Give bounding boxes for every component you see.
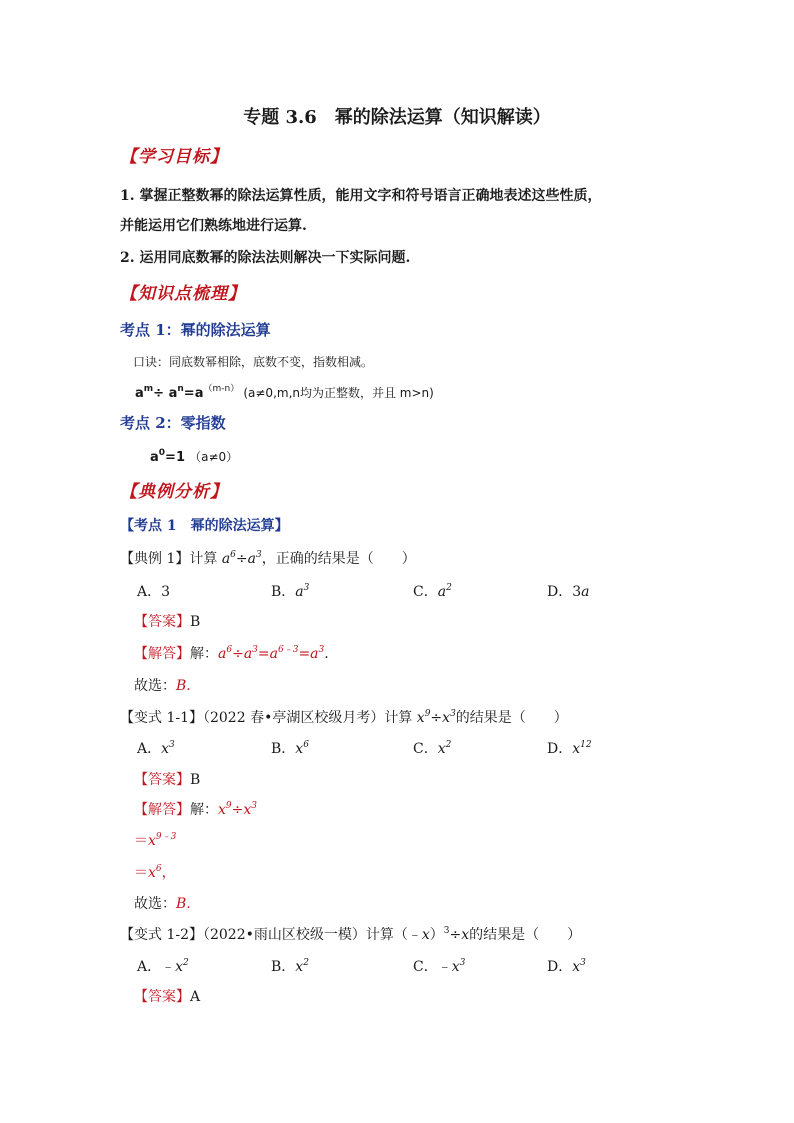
point-2-title: 考点 2：零指数 bbox=[120, 414, 226, 432]
example-1-answer: 【答案】B bbox=[134, 614, 201, 630]
variant-1-2-option-a: A．$﹣x^2$ bbox=[137, 958, 189, 975]
variant-1-1-step-2: $=x^6$， bbox=[134, 864, 176, 881]
example-1-question: 【典例 1】计算 $a^6\div a^3$，正确的结果是（ ） bbox=[120, 550, 416, 567]
variant-1-2-answer: 【答案】A bbox=[134, 989, 201, 1005]
example-1-solution: 【解答】解：$a^6\div a^3=a^{6﹣3}=a^3$. bbox=[134, 645, 329, 662]
mnemonic: 口诀：同底数幂相除，底数不变，指数相减。 bbox=[133, 355, 374, 369]
example-group-title: 【考点 1 幂的除法运算】 bbox=[120, 518, 289, 534]
variant-1-2-option-b: B．$x^2$ bbox=[271, 958, 309, 975]
variant-1-1-question: 【变式 1-1】（2022 春•亭湖区校级月考）计算 $x^9\div x^3$的结果是（ ） bbox=[120, 709, 568, 726]
goal-item-2: 2. 运用同底数幂的除法法则解决一下实际问题. bbox=[120, 250, 411, 266]
goal-item-1-line-2: 并能运用它们熟练地进行运算. bbox=[120, 218, 307, 234]
section-knowledge: 【知识点梳理】 bbox=[120, 284, 246, 304]
variant-1-1-option-d: D．$x^{12}$ bbox=[547, 740, 592, 757]
goal-item-1-line-1: 1. 掌握正整数幂的除法运算性质，能用文字和符号语言正确地表述这些性质， bbox=[120, 188, 602, 204]
page-title: 专题 3.6 幂的除法运算（知识解读） bbox=[243, 107, 551, 128]
variant-1-1-step-1: $=x^{9﹣3}$ bbox=[134, 832, 177, 849]
section-goals: 【学习目标】 bbox=[120, 147, 228, 167]
variant-1-2-question: 【变式 1-2】（2022•雨山区校级一模）计算（﹣x）$^3$÷x的结果是（ ） bbox=[120, 926, 582, 943]
division-formula: $a^m\div a^n=a^{(m-n)}$ (a≠0,m,n均为正整数，并且 m>n) bbox=[135, 384, 434, 401]
variant-1-1-answer: 【答案】B bbox=[134, 772, 201, 788]
variant-1-1-conclusion: 故选：B. bbox=[134, 896, 191, 912]
variant-1-1-option-c: C．$x^2$ bbox=[413, 740, 452, 757]
example-1-option-c: C．$a^2$ bbox=[413, 583, 452, 600]
section-examples: 【典例分析】 bbox=[120, 482, 228, 502]
variant-1-1-solution: 【解答】解：$x^9\div x^3$ bbox=[134, 801, 258, 818]
zero-exponent-formula: $a^0=1$ （a≠0） bbox=[150, 448, 239, 465]
variant-1-1-option-a: A．$x^3$ bbox=[137, 740, 175, 757]
example-1-option-d: D．3a bbox=[547, 584, 590, 600]
example-1-conclusion: 故选：B. bbox=[134, 678, 191, 694]
variant-1-2-option-c: C．$﹣x^3$ bbox=[413, 958, 466, 975]
point-1-title: 考点 1：幂的除法运算 bbox=[120, 321, 271, 339]
example-1-option-a: A．3 bbox=[137, 584, 171, 600]
variant-1-2-option-d: D．$x^3$ bbox=[547, 958, 586, 975]
example-1-option-b: B．$a^3$ bbox=[271, 583, 310, 600]
variant-1-1-option-b: B．$x^6$ bbox=[271, 740, 309, 757]
